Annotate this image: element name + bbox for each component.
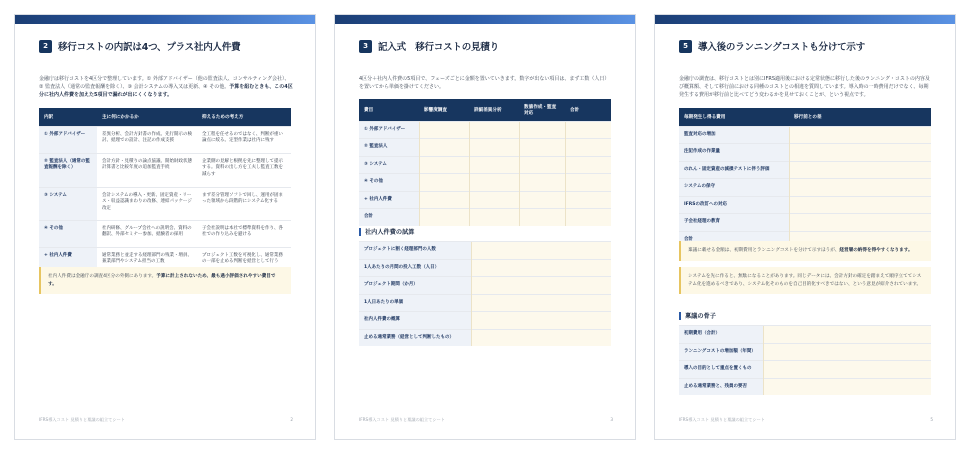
section-title: 移行コストの内訳は4つ、プラス社内人件費 — [58, 42, 241, 53]
document-page-5 — [654, 14, 956, 440]
input-cell[interactable] — [519, 191, 565, 209]
internal-labor-cost-table — [359, 241, 611, 346]
input-cell[interactable] — [565, 121, 611, 139]
input-cell[interactable] — [789, 214, 931, 232]
row-label: ③ システム — [359, 156, 419, 174]
input-cell[interactable] — [419, 174, 469, 192]
section-number-badge: 2 — [39, 40, 52, 53]
input-cell[interactable] — [565, 209, 611, 226]
table-row — [679, 179, 931, 197]
table-row — [359, 329, 611, 346]
callout-note: 稟議に載せる金額は、初期費用とランニングコストを分けて示すほうが、経営層の納得を得やすくなります。 — [679, 241, 931, 261]
input-cell[interactable] — [763, 378, 931, 395]
subsection-title: 社内人件費の試算 — [365, 229, 415, 236]
row-label: 合計 — [679, 231, 789, 248]
table-row — [39, 153, 291, 187]
table-row — [39, 126, 291, 153]
table-cell: 社内研修、グループ会社への説明会、資料の翻訳、外部セミナー参加、経験者の採用 — [97, 220, 197, 247]
table-row — [39, 220, 291, 247]
intro-emphasis: 予算を組むときも、この4区分に社内人件費を加えた5項目で漏れが出にくくなります。 — [39, 84, 293, 98]
subsection-heading — [679, 311, 716, 320]
input-cell[interactable] — [565, 191, 611, 209]
row-label: 子会社経理の教育 — [679, 214, 789, 232]
column-header: 費目 — [359, 99, 419, 121]
input-cell[interactable] — [763, 361, 931, 379]
callout-warning: システムを先に作ると、無駄になることがあります。同じデータには、会計方針の確定を踏まえて順序立ててシステム化を進めるべきであり、システム化そのものを自己目的化すべきではない、という意見が紹介されています。 — [679, 267, 931, 294]
input-cell[interactable] — [471, 242, 611, 260]
table-row — [679, 361, 931, 379]
page-footer — [39, 417, 293, 423]
table-header-row — [679, 108, 931, 126]
page-footer — [679, 417, 933, 423]
callout-emphasis: 予算に計上されないため、最も過小評価されやすい費目です。 — [48, 274, 276, 287]
table-cell: 会計方針・見積りの論点協議、開始財政状態計算書と比較年度の追加監査手続 — [97, 153, 197, 187]
table-row — [359, 156, 611, 174]
column-header: 移行前との差 — [789, 108, 931, 126]
page-number: 5 — [930, 417, 933, 422]
input-cell[interactable] — [763, 343, 931, 361]
row-label: プロジェクトに割く経理部門の人数 — [359, 242, 471, 260]
table-row — [679, 161, 931, 179]
input-cell[interactable] — [419, 139, 469, 157]
table-row — [359, 242, 611, 260]
table-row — [679, 343, 931, 361]
table-row — [359, 121, 611, 139]
page-header-gradient-bar — [335, 15, 635, 24]
table-row — [679, 126, 931, 144]
input-cell[interactable] — [469, 174, 519, 192]
subsection-heading — [359, 227, 415, 236]
input-cell[interactable] — [469, 139, 519, 157]
table-row — [359, 209, 611, 226]
row-label: 監査対応の増加 — [679, 126, 789, 144]
input-cell[interactable] — [789, 126, 931, 144]
row-label: ② 監査法人（通常の監査報酬を除く） — [39, 153, 97, 187]
input-cell[interactable] — [519, 156, 565, 174]
input-cell[interactable] — [789, 179, 931, 197]
input-cell[interactable] — [419, 209, 469, 226]
table-cell: 全工程を任せるのではなく、判断が重い論点に絞る。定型作業は社内に残す — [197, 126, 291, 153]
section-title: 導入後のランニングコストも分けて示す — [698, 42, 866, 53]
row-label: + 社内人件費 — [39, 247, 97, 274]
column-header: 抑えるための考え方 — [197, 108, 291, 126]
row-label: ③ システム — [39, 187, 97, 220]
row-label: IFRSの改訂への対応 — [679, 196, 789, 214]
section-heading — [39, 39, 240, 53]
input-cell[interactable] — [519, 174, 565, 192]
row-label: 1人あたりの月間の投入工数（人日） — [359, 259, 471, 277]
footer-title: IFRS導入コスト 見積りと稟議の組立てシート — [679, 417, 765, 422]
input-cell[interactable] — [789, 144, 931, 162]
column-header: 毎期発生し得る費用 — [679, 108, 789, 126]
row-label: システムの保守 — [679, 179, 789, 197]
intro-paragraph: 金融庁の調査は、移行コストとは別にIFRS適用後における定常状態に移行した後のランニング・コストの内容及び概算額、そして移行前における同種のコストとの相違を質問しています。導入時の一時費用だけでなく、毎期発生する費用が移行前と比べてどう変わるかを見せておくことが、という視点です。 — [679, 76, 930, 98]
input-cell[interactable] — [565, 156, 611, 174]
table-row — [679, 214, 931, 232]
approval-outline-table — [679, 325, 931, 395]
table-cell: 通常業務と並走する経理部門の残業・増員、兼業部門やシステム担当の工数 — [97, 247, 197, 274]
table-cell: まず差分管理ソフトで回し、運用が固まった領域から段階的にシステム化する — [197, 187, 291, 220]
input-cell[interactable] — [419, 156, 469, 174]
row-label: 初期費用（合計） — [679, 326, 763, 344]
table-row — [359, 139, 611, 157]
input-cell[interactable] — [469, 121, 519, 139]
input-cell[interactable] — [565, 174, 611, 192]
table-row — [359, 277, 611, 295]
input-cell[interactable] — [519, 139, 565, 157]
page-footer — [359, 417, 613, 423]
callout-note: 社内人件費は金融庁の調査4区分の外側にあります。予算に計上されないため、最も過小評価されやすい費目です。 — [39, 267, 291, 294]
row-label: 1人日あたりの単価 — [359, 294, 471, 312]
column-header: 内訳 — [39, 108, 97, 126]
page-header-gradient-bar — [655, 15, 955, 24]
running-cost-table — [679, 108, 931, 248]
table-header-row — [39, 108, 291, 126]
document-page-2 — [14, 14, 316, 440]
intro-paragraph: 金融庁は移行コストを4区分で整理しています。① 外部アドバイザー（他の監査法人、コンサルティング会社）、② 監査法人（通常の監査報酬を除く）、③ 会計システムの導入又は更新、④ その他。予算を組むときも、この4区分に社内人件費を加えた5項目で漏れが出にくくなります。 — [39, 76, 293, 98]
input-cell[interactable] — [519, 121, 565, 139]
footer-title: IFRS導入コスト 見積りと稟議の組立てシート — [39, 417, 125, 422]
subsection-title: 稟議の骨子 — [685, 313, 716, 320]
row-label: プロジェクト期間（か月） — [359, 277, 471, 295]
section-title: 記入式 移行コストの見積り — [378, 42, 499, 53]
cost-estimate-input-table — [359, 99, 611, 226]
subsection-accent-bar — [359, 228, 361, 236]
table-cell: 差異分析、会計方針書の作成、先行開示の検討、経理での設計、注記の作成支援 — [97, 126, 197, 153]
page-number: 2 — [290, 417, 293, 422]
input-cell[interactable] — [469, 156, 519, 174]
column-header: 合計 — [565, 99, 611, 121]
section-number-badge: 3 — [359, 40, 372, 53]
table-header-row — [359, 99, 611, 121]
table-cell: プロジェクト工数を可視化し、通常業務の一部を止める判断を経営として行う — [197, 247, 291, 274]
row-label: 合計 — [359, 209, 419, 226]
column-header: 影響度調査 — [419, 99, 469, 121]
row-label: + 社内人件費 — [359, 191, 419, 209]
table-row — [39, 187, 291, 220]
input-cell[interactable] — [763, 326, 931, 344]
input-cell[interactable] — [565, 139, 611, 157]
document-page-3 — [334, 14, 636, 440]
row-label: のれん・固定資産の減損テストに伴う評価 — [679, 161, 789, 179]
callout-emphasis: 経営層の納得を得やすくなります。 — [839, 248, 913, 253]
input-cell[interactable] — [471, 312, 611, 330]
table-row — [679, 326, 931, 344]
input-cell[interactable] — [419, 191, 469, 209]
input-cell[interactable] — [419, 121, 469, 139]
column-header: 数値作成・監査対応 — [519, 99, 565, 121]
section-number-badge: 5 — [679, 40, 692, 53]
table-cell: 会計システムの導入・更新、固定資産・リース・収益認識まわりの改修、連結パッケージ改定 — [97, 187, 197, 220]
table-row — [359, 191, 611, 209]
table-row — [359, 294, 611, 312]
table-row — [679, 196, 931, 214]
row-label: ④ その他 — [359, 174, 419, 192]
page-header-gradient-bar — [15, 15, 315, 24]
column-header: 主に何にかかるか — [97, 108, 197, 126]
row-label: 注記作成の作業量 — [679, 144, 789, 162]
footer-title: IFRS導入コスト 見積りと稟議の組立てシート — [359, 417, 445, 422]
row-label: 導入の目的として重点を置くもの — [679, 361, 763, 379]
row-label: ① 外部アドバイザー — [39, 126, 97, 153]
table-row — [359, 259, 611, 277]
input-cell[interactable] — [469, 209, 519, 226]
page-number: 3 — [610, 417, 613, 422]
input-cell[interactable] — [469, 191, 519, 209]
section-heading — [679, 39, 865, 53]
input-cell[interactable] — [471, 329, 611, 346]
row-label: 止める通常業務（経営として判断したもの） — [359, 329, 471, 346]
row-label: ランニングコストの増加額（年間） — [679, 343, 763, 361]
table-row — [359, 312, 611, 330]
row-label: 止める通常業務と、残員の要否 — [679, 378, 763, 395]
section-heading — [359, 39, 499, 53]
cost-breakdown-table — [39, 108, 291, 274]
input-cell[interactable] — [519, 209, 565, 226]
row-label: ① 外部アドバイザー — [359, 121, 419, 139]
input-cell[interactable] — [471, 294, 611, 312]
column-header: 詳細差異分析 — [469, 99, 519, 121]
table-cell: 子会社説明は本社で標準資料を作り、各社での作り込みを避ける — [197, 220, 291, 247]
input-cell[interactable] — [789, 161, 931, 179]
intro-paragraph: 4区分＋社内人件費の5項目で、フェーズごとに金額を置いていきます。数字が出ない項目は、まず工数（人日）を置いてから単価を掛けてください。 — [359, 76, 610, 90]
input-cell[interactable] — [471, 259, 611, 277]
table-cell: 企業側の見解と根拠を先に整理して提示する。資料の出し方を工夫し監査工数を減らす — [197, 153, 291, 187]
row-label: ② 監査法人 — [359, 139, 419, 157]
row-label: 社内人件費の概算 — [359, 312, 471, 330]
input-cell[interactable] — [789, 196, 931, 214]
table-row — [679, 144, 931, 162]
row-label: ④ その他 — [39, 220, 97, 247]
subsection-accent-bar — [679, 312, 681, 320]
table-row — [359, 174, 611, 192]
table-row — [679, 378, 931, 395]
input-cell[interactable] — [471, 277, 611, 295]
